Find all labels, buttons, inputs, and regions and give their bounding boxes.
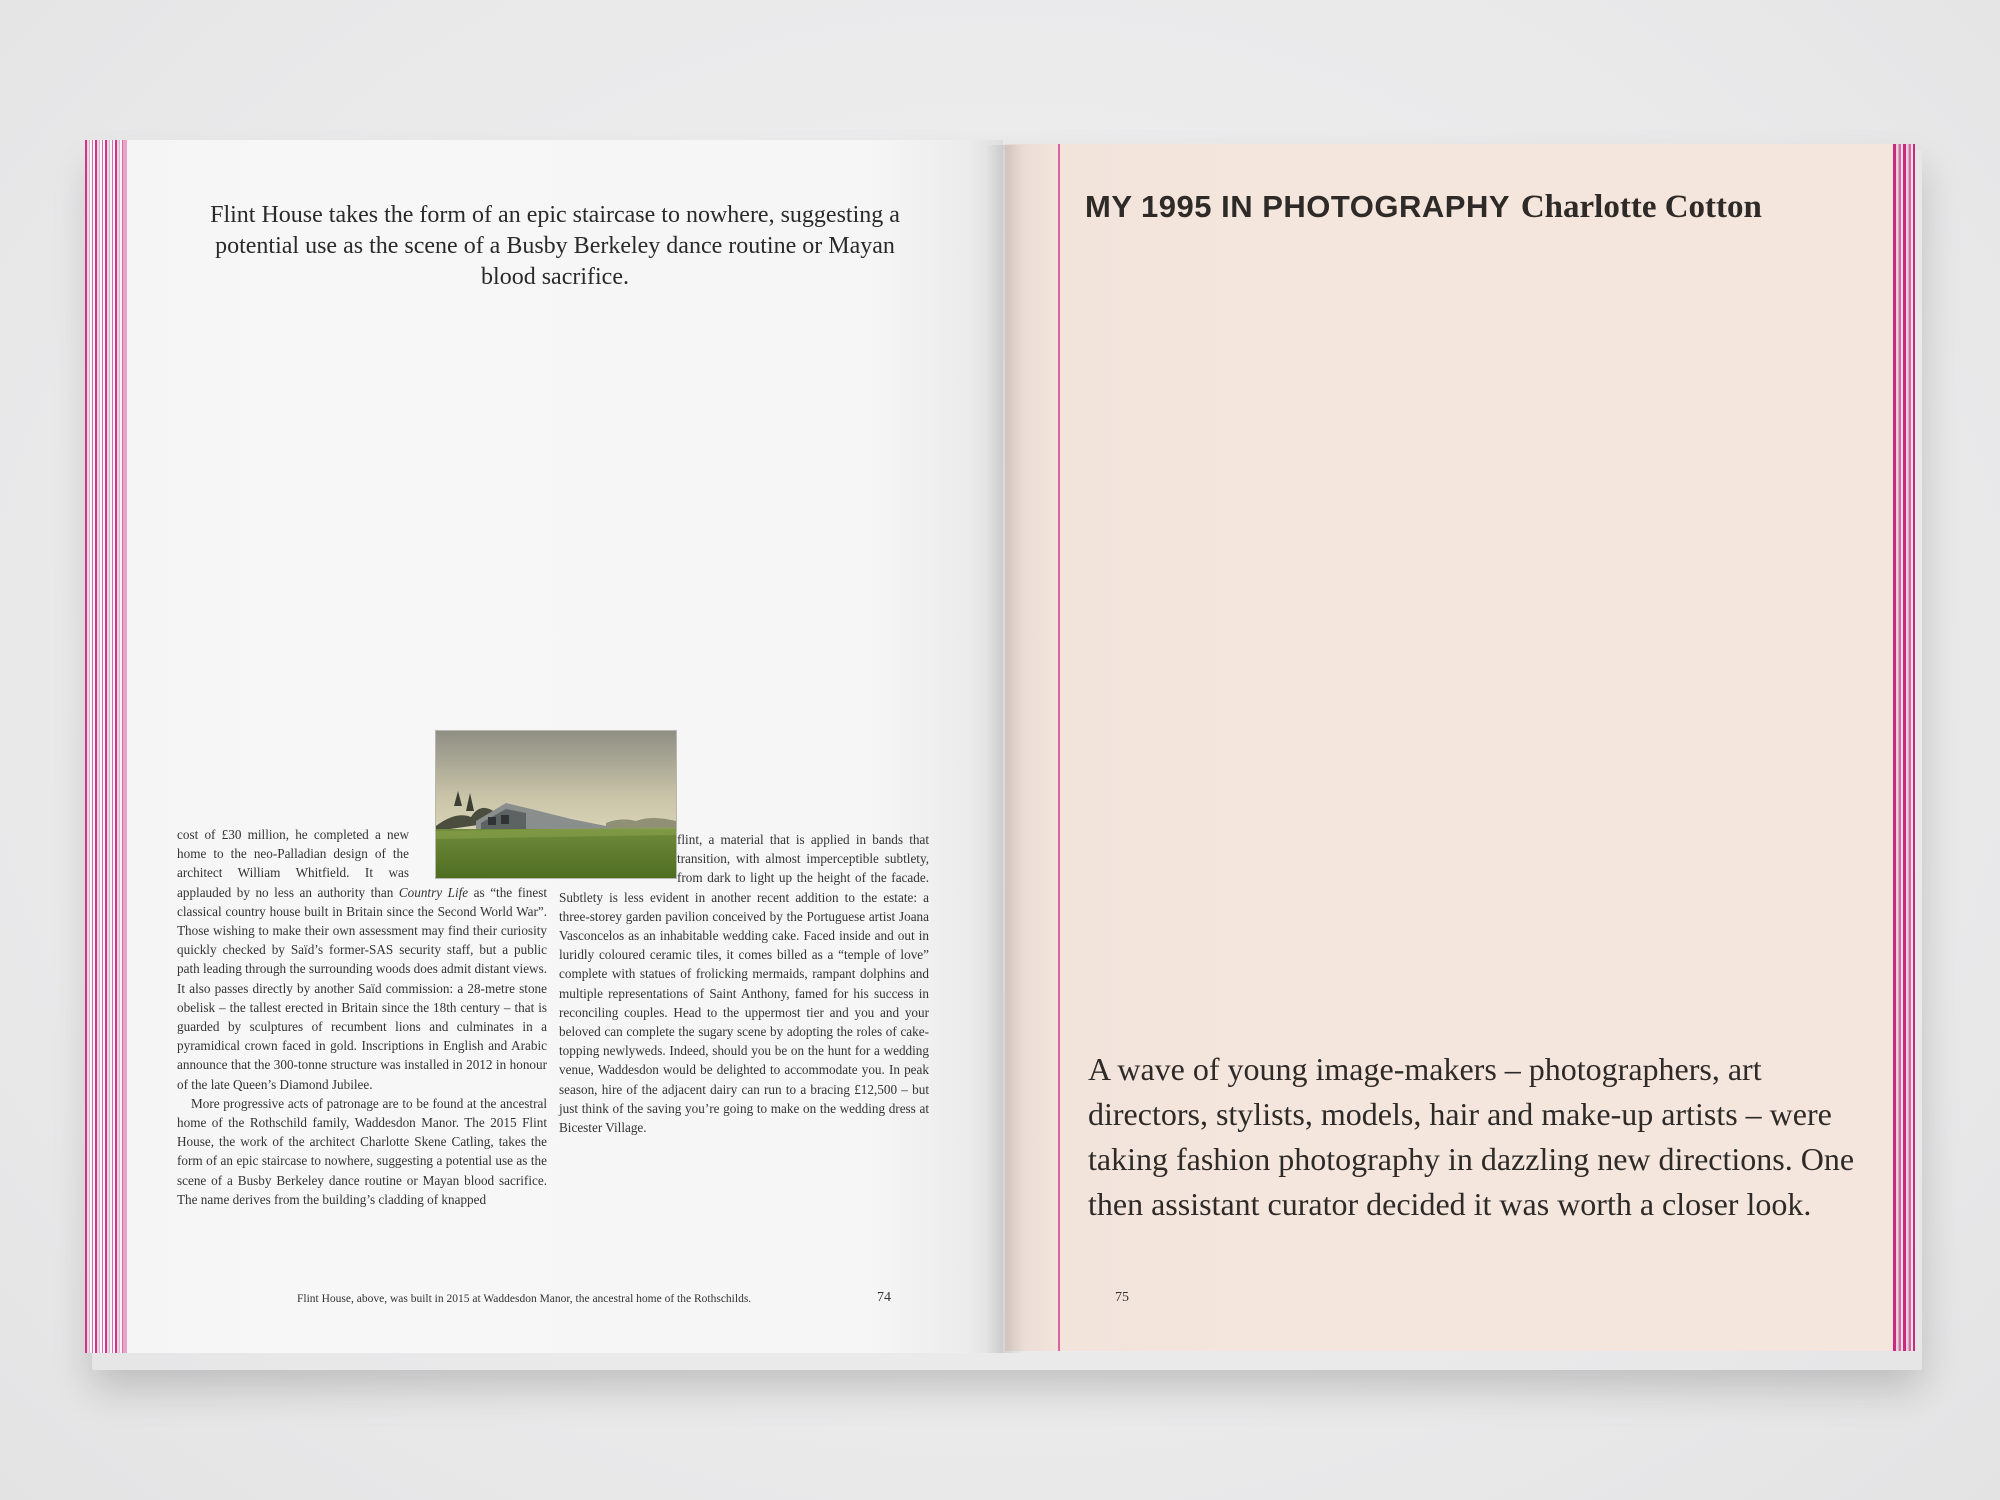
photo-wrap-space-right (559, 830, 677, 886)
right-page-edge (1893, 144, 1915, 1351)
article-column-1 (177, 825, 547, 1209)
column-2-text: flint, a material that is applied in bands that transition, with almost imperceptible subtlety, from dark to light up the height of the facade. Subtlety is less evident in another recent addition to the estate: a three-storey garden pavilion conceived by the Portuguese artist Joana Vasconcelos as an inhabitable wedding cake. Faced inside and out in luridly coloured ceramic tiles, it comes billed as a “temple of love” complete with statues of frolicking mermaids, rampant dolphins and multiple representations of Saint Anthony, famed for his success in reconciling couples. Head to the uppermost tier and you and your beloved can complete the sugary scene by adopting the roles of cake-topping newlyweds. Indeed, should you be on the hunt for a wedding venue, Waddesdon would be delighted to accommodate you. In peak season, hire of the adjacent dairy can run to a bracing £12,500 – but just think of the saving you’re going to make on the wedding dress at Bicester Village. (559, 832, 929, 1136)
article-title (1085, 189, 1762, 226)
section-title: MY 1995 IN PHOTOGRAPHY (1085, 189, 1511, 224)
page-number-right: 75 (1115, 1290, 1129, 1305)
pull-quote: Flint House takes the form of an epic staircase to nowhere, suggesting a potential use as the scene of a Busby Berkeley dance routine or Mayan blood sacrifice. (210, 202, 900, 290)
publication-title: Country Life (398, 884, 469, 900)
photo-caption: Flint House, above, was built in 2015 at Waddesdon Manor, the ancestral home of the Rothschilds. (297, 1293, 752, 1305)
pink-margin-rule (1058, 144, 1060, 1351)
column-1-text: cost of £30 million, he completed a new home to the neo-Palladian design of the architect William Whitfield. It was applauded by no less an authority than (177, 827, 409, 900)
photo-wrap-space (409, 825, 547, 881)
page-number-left: 74 (877, 1290, 891, 1305)
gutter-shadow (985, 145, 1025, 1353)
author-name: Charlotte Cotton (1520, 189, 1762, 225)
article-column-2 (559, 830, 929, 1137)
left-page (85, 140, 1003, 1353)
column-1-paragraph-1 (177, 825, 547, 1094)
left-page-edge (85, 140, 123, 1353)
column-2-paragraph-1 (559, 830, 929, 1137)
right-page (1005, 144, 1915, 1351)
article-lead: A wave of young image-makers – photographers, art directors, stylists, models, hair and make-up artists – were taking fashion photography in dazzling new directions. One then assistant curator decided it was worth a closer look. (1088, 1051, 1855, 1222)
column-1-paragraph-2: More progressive acts of patronage are to be found at the ancestral home of the Rothschild family, Waddesdon Manor. The 2015 Flint House, the work of the architect Charlotte Skene Catling, takes the form of an epic staircase to nowhere, suggesting a potential use as the scene of a Busby Berkeley dance routine or Mayan blood sacrifice. The name derives from the building’s cladding of knapped (177, 1095, 547, 1207)
column-1-text-continued: as “the finest classical country house built in Britain since the Second World War”. Those wishing to make their own assessment may find their curiosity quickly checked by Saïd’s former-SAS security staff, but a public path leading through the surrounding woods does admit distant views. It also passes directly by another Saïd commission: a 28-metre stone obelisk – the tallest erected in Britain since the 18th century – that is guarded by sculptures of recumbent lions and culminates in a pyramidical crown faced in gold. Inscriptions in English and Arabic announce that the 300-tonne structure was installed in 2012 in honour of the late Queen’s Diamond Jubilee. (177, 884, 547, 1092)
